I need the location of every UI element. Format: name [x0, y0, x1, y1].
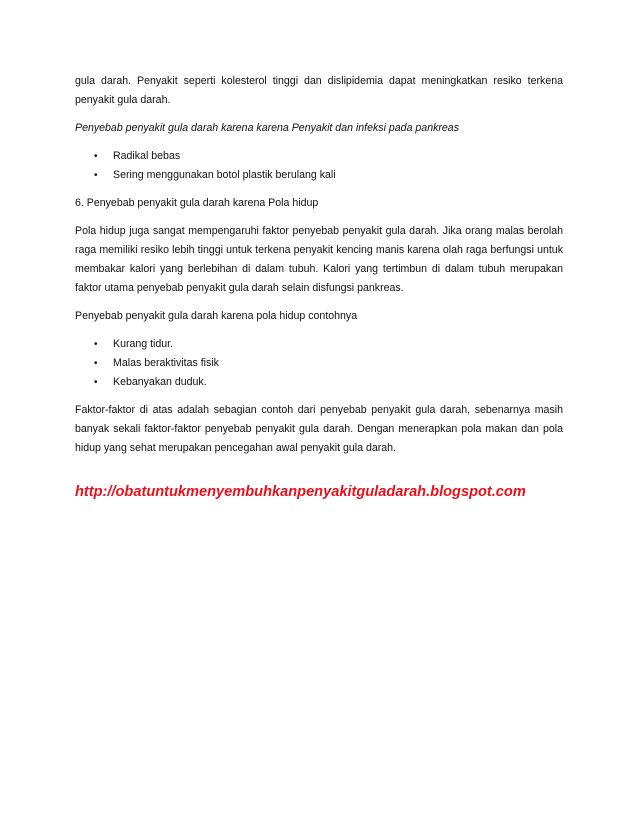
list-item	[75, 335, 563, 354]
document-page	[75, 72, 563, 502]
list-item	[75, 354, 563, 373]
bullet-icon: •	[94, 358, 98, 369]
list-item-text: Sering menggunakan botol plastik berulang kali	[113, 169, 336, 181]
list-item-text: Kurang tidur.	[113, 338, 174, 350]
list-item-text: Radikal bebas	[113, 150, 181, 162]
list-item	[75, 147, 563, 166]
bullet-icon: •	[94, 377, 98, 388]
intro-paragraph: gula darah. Penyakit seperti kolesterol tinggi dan dislipidemia dapat meningkatkan resiko terkena penyakit gula darah.	[75, 75, 563, 106]
list-item-text: Kebanyakan duduk.	[113, 376, 207, 388]
list-item-text: Malas beraktivitas fisik	[113, 357, 219, 369]
list-contoh	[75, 335, 563, 392]
bullet-icon: •	[94, 339, 98, 350]
bullet-icon: •	[94, 151, 98, 162]
list-item	[75, 373, 563, 392]
bullet-icon: •	[94, 170, 98, 181]
heading-pola-hidup: 6. Penyebab penyakit gula darah karena Pola hidup	[75, 197, 319, 209]
intro-contoh: Penyebab penyakit gula darah karena pola hidup contohnya	[75, 310, 358, 322]
heading-infeksi: Penyebab penyakit gula darah karena karena Penyakit dan infeksi pada pankreas	[75, 122, 459, 134]
list-item	[75, 166, 563, 185]
blog-link[interactable]: http://obatuntukmenyembuhkanpenyakitguladarah.blogspot.com	[75, 484, 526, 500]
paragraph-pola-hidup: Pola hidup juga sangat mempengaruhi faktor penyebab penyakit gula darah. Jika orang malas berolah raga memiliki resiko lebih tinggi untuk terkena penyakit kencing manis karena olah raga berfungsi untuk membakar kalori yang berlebihan di dalam tubuh. Kalori yang tertimbun di dalam tubuh merupakan faktor utama penyebab penyakit gula darah selain disfungsi pankreas.	[75, 225, 563, 294]
list-infeksi	[75, 147, 563, 185]
closing-paragraph: Faktor-faktor di atas adalah sebagian contoh dari penyebab penyakit gula darah, sebenarnya masih banyak sekali faktor-faktor penyebab penyakit gula darah. Dengan menerapkan pola makan dan pola hidup yang sehat merupakan pencegahan awal penyakit gula darah.	[75, 404, 563, 454]
